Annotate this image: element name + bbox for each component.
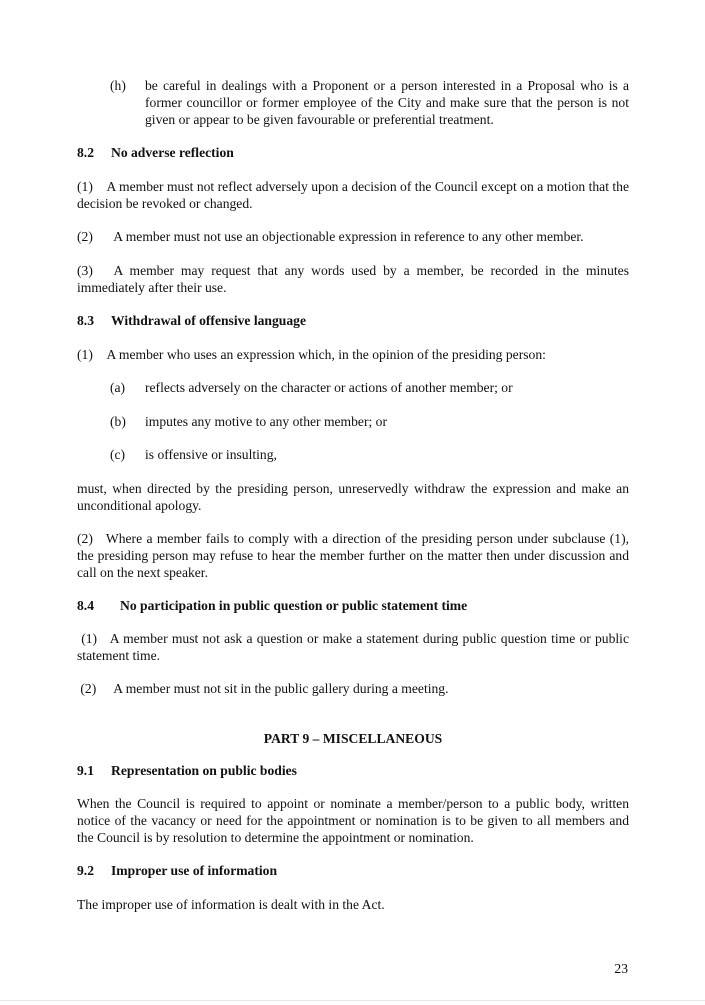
item-text: imputes any motive to any other member; or — [145, 414, 387, 429]
item-label: (c) — [110, 447, 126, 462]
section-number: 8.4 — [77, 598, 94, 613]
section-heading-9-2 — [77, 862, 629, 879]
paragraph-9-2: The improper use of information is dealt with in the Act. — [77, 897, 385, 912]
section-number: 9.1 — [77, 763, 94, 778]
paragraph-9-1: When the Council is required to appoint or nominate a member/person to a public body, written notice of the vacancy or need for the appointment or nomination is to be given to all members and the Council is by resolution to determine the appointment or nomination. — [77, 796, 629, 845]
page-number: 23 — [614, 961, 628, 976]
paragraph-8-2-3: (3) A member may request that any words used by a member, be recorded in the minutes immediately after their use. — [77, 263, 629, 295]
paragraph-8-4-1: (1) A member must not ask a question or make a statement during public question time or public statement time. — [77, 631, 629, 663]
list-item-c — [110, 446, 629, 463]
section-number: 9.2 — [77, 863, 94, 878]
part-heading: PART 9 – MISCELLANEOUS — [263, 731, 443, 746]
item-label: (h) — [110, 78, 126, 93]
list-item-h — [110, 77, 629, 128]
section-title: No adverse reflection — [111, 145, 234, 160]
section-title: Representation on public bodies — [111, 763, 297, 778]
page-bottom-divider — [0, 1000, 705, 1001]
item-label: (b) — [110, 414, 126, 429]
item-text: be careful in dealings with a Proponent or a person interested in a Proposal who is a former councillor or former employee of the City and make sure that the person is not given or appear to be given favourable or preferential treatment. — [145, 78, 629, 127]
section-heading-8-2 — [77, 144, 629, 161]
list-item-a — [110, 379, 629, 396]
item-text: is offensive or insulting, — [145, 447, 277, 462]
section-number: 8.3 — [77, 313, 94, 328]
paragraph-8-4-2: (2) A member must not sit in the public gallery during a meeting. — [77, 681, 449, 696]
section-title: Withdrawal of offensive language — [111, 313, 306, 328]
paragraph-8-2-2: (2) A member must not use an objectionable expression in reference to any other member. — [77, 229, 584, 244]
section-title: Improper use of information — [111, 863, 278, 878]
section-heading-8-3 — [77, 312, 629, 329]
section-title: No participation in public question or public statement time — [120, 598, 468, 613]
paragraph-8-2-1: (1) A member must not reflect adversely upon a decision of the Council except on a motion that the decision be revoked or changed. — [77, 179, 629, 211]
list-item-b — [110, 413, 629, 430]
section-heading-8-4 — [77, 597, 629, 614]
paragraph-8-3-continuation: must, when directed by the presiding person, unreservedly withdraw the expression and make an unconditional apology. — [77, 481, 629, 513]
section-number: 8.2 — [77, 145, 94, 160]
paragraph-8-3-1: (1) A member who uses an expression which, in the opinion of the presiding person: — [77, 347, 546, 362]
item-label: (a) — [110, 380, 126, 395]
section-heading-9-1 — [77, 762, 629, 779]
item-text: reflects adversely on the character or actions of another member; or — [145, 380, 513, 395]
paragraph-8-3-2: (2) Where a member fails to comply with a direction of the presiding person under subclause (1), the presiding person may refuse to hear the member further on the matter then under discussion and call on the next speaker. — [77, 531, 629, 580]
